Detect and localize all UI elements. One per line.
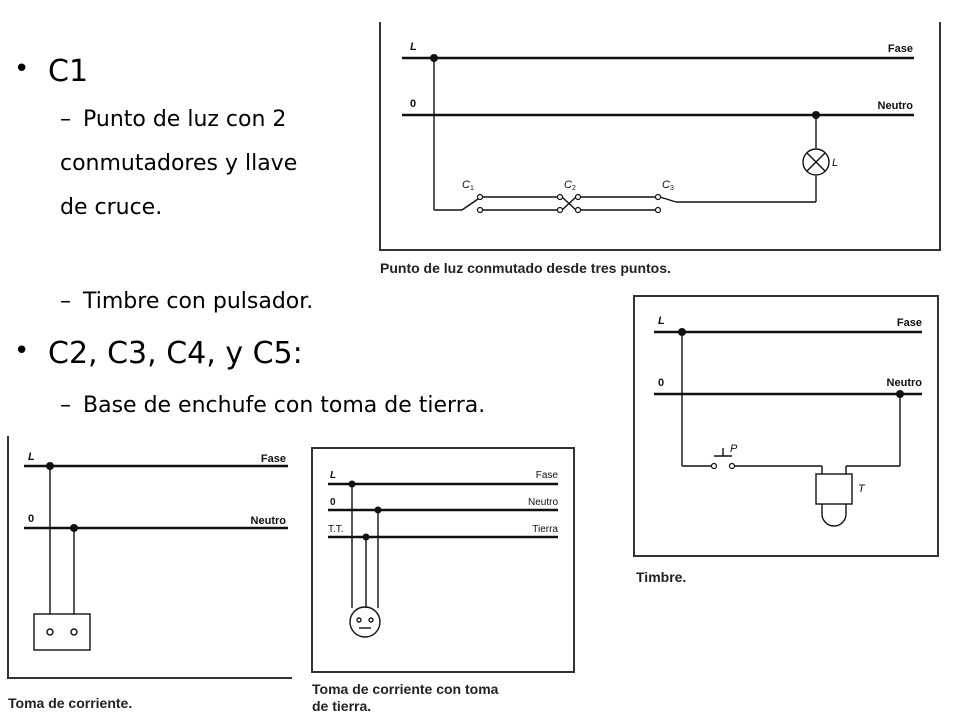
label-c1-sub: 1 bbox=[470, 185, 474, 192]
junction-dot bbox=[430, 54, 438, 62]
sub-bullet-punto-luz-line1: Punto de luz con 2 bbox=[83, 107, 287, 132]
label-tt: T.T. bbox=[328, 524, 344, 535]
sub-bullet-punto-luz-line2: conmutadores y llave bbox=[60, 151, 298, 176]
label-c2: C bbox=[564, 179, 572, 191]
sub-bullet-enchufe-text: Base de enchufe con toma de tierra. bbox=[83, 393, 486, 418]
socket-pin bbox=[71, 629, 77, 635]
bullet-c1 bbox=[14, 54, 89, 89]
caption-timbre: Timbre. bbox=[636, 569, 687, 585]
label-neutro: Neutro bbox=[250, 515, 286, 527]
diagram-toma bbox=[0, 432, 300, 720]
socket-pin bbox=[357, 618, 361, 622]
bullet-dot: • bbox=[14, 54, 30, 84]
sub-bullet-timbre bbox=[60, 280, 313, 324]
contact bbox=[712, 464, 717, 469]
label-neutro: Neutro bbox=[886, 377, 922, 389]
bullet-c2 bbox=[14, 336, 303, 371]
label-0: 0 bbox=[658, 377, 665, 389]
contact bbox=[558, 195, 563, 200]
junction-dot bbox=[678, 328, 686, 336]
contact bbox=[656, 195, 661, 200]
junction-dot bbox=[363, 534, 370, 541]
label-0: 0 bbox=[410, 98, 417, 110]
caption-toma-tierra-line2: de tierra. bbox=[312, 698, 372, 714]
label-0: 0 bbox=[330, 497, 336, 508]
label-c3: C bbox=[662, 179, 670, 191]
sub-bullet-dash: – bbox=[60, 289, 71, 314]
label-neutro: Neutro bbox=[877, 100, 913, 112]
sub-bullet-dash: – bbox=[60, 107, 71, 132]
junction-dot bbox=[70, 524, 78, 532]
caption-toma-tierra-line1: Toma de corriente con toma bbox=[312, 681, 499, 697]
switch-c3-lever bbox=[660, 197, 676, 202]
junction-dot bbox=[349, 481, 356, 488]
sub-bullet-punto-luz bbox=[60, 98, 297, 230]
contact bbox=[478, 208, 483, 213]
bullet-dot: • bbox=[14, 336, 30, 366]
junction-dot bbox=[375, 507, 382, 514]
contact bbox=[576, 195, 581, 200]
sub-bullet-enchufe bbox=[60, 384, 485, 428]
contact bbox=[576, 208, 581, 213]
label-neutro: Neutro bbox=[527, 497, 558, 508]
label-fase: Fase bbox=[260, 453, 286, 465]
label-c3-sub: 3 bbox=[670, 185, 674, 192]
contact bbox=[478, 195, 483, 200]
label-fase: Fase bbox=[887, 43, 913, 55]
junction-dot bbox=[812, 111, 820, 119]
label-l: L bbox=[330, 470, 337, 481]
switch-c1-lever bbox=[462, 199, 478, 210]
label-c1: C bbox=[462, 179, 470, 191]
diagram-conmutado-frame bbox=[380, 22, 940, 250]
label-l: L bbox=[28, 451, 35, 463]
label-tierra: Tierra bbox=[532, 524, 558, 535]
label-lamp: L bbox=[832, 157, 839, 169]
label-fase: Fase bbox=[535, 470, 558, 481]
sub-bullet-punto-luz-line3: de cruce. bbox=[60, 195, 163, 220]
label-l: L bbox=[658, 315, 665, 327]
contact bbox=[656, 208, 661, 213]
junction-dot bbox=[46, 462, 54, 470]
label-timbre: T bbox=[858, 483, 865, 495]
socket-pin bbox=[47, 629, 53, 635]
label-c2-sub: 2 bbox=[572, 185, 576, 192]
contact bbox=[730, 464, 735, 469]
label-fase: Fase bbox=[896, 317, 922, 329]
caption-conmutado: Punto de luz conmutado desde tres puntos. bbox=[380, 260, 671, 276]
label-0: 0 bbox=[28, 513, 35, 525]
diagram-toma-tierra bbox=[308, 444, 580, 720]
diagram-conmutado bbox=[370, 14, 950, 284]
bullet-c2-label: C2, C3, C4, y C5: bbox=[48, 336, 303, 371]
label-l: L bbox=[410, 41, 417, 53]
junction-dot bbox=[896, 390, 904, 398]
grounded-socket-icon bbox=[350, 607, 380, 637]
sub-bullet-timbre-text: Timbre con pulsador. bbox=[83, 289, 314, 314]
label-pulsador: P bbox=[730, 443, 738, 455]
bell-icon bbox=[816, 474, 852, 504]
sub-bullet-dash: – bbox=[60, 393, 71, 418]
socket-pin bbox=[369, 618, 373, 622]
caption-toma: Toma de corriente. bbox=[8, 695, 133, 711]
bullet-c1-label: C1 bbox=[48, 54, 89, 89]
bell-icon-dome bbox=[822, 504, 846, 526]
contact bbox=[558, 208, 563, 213]
diagram-timbre bbox=[626, 292, 946, 592]
socket-icon bbox=[34, 614, 90, 650]
